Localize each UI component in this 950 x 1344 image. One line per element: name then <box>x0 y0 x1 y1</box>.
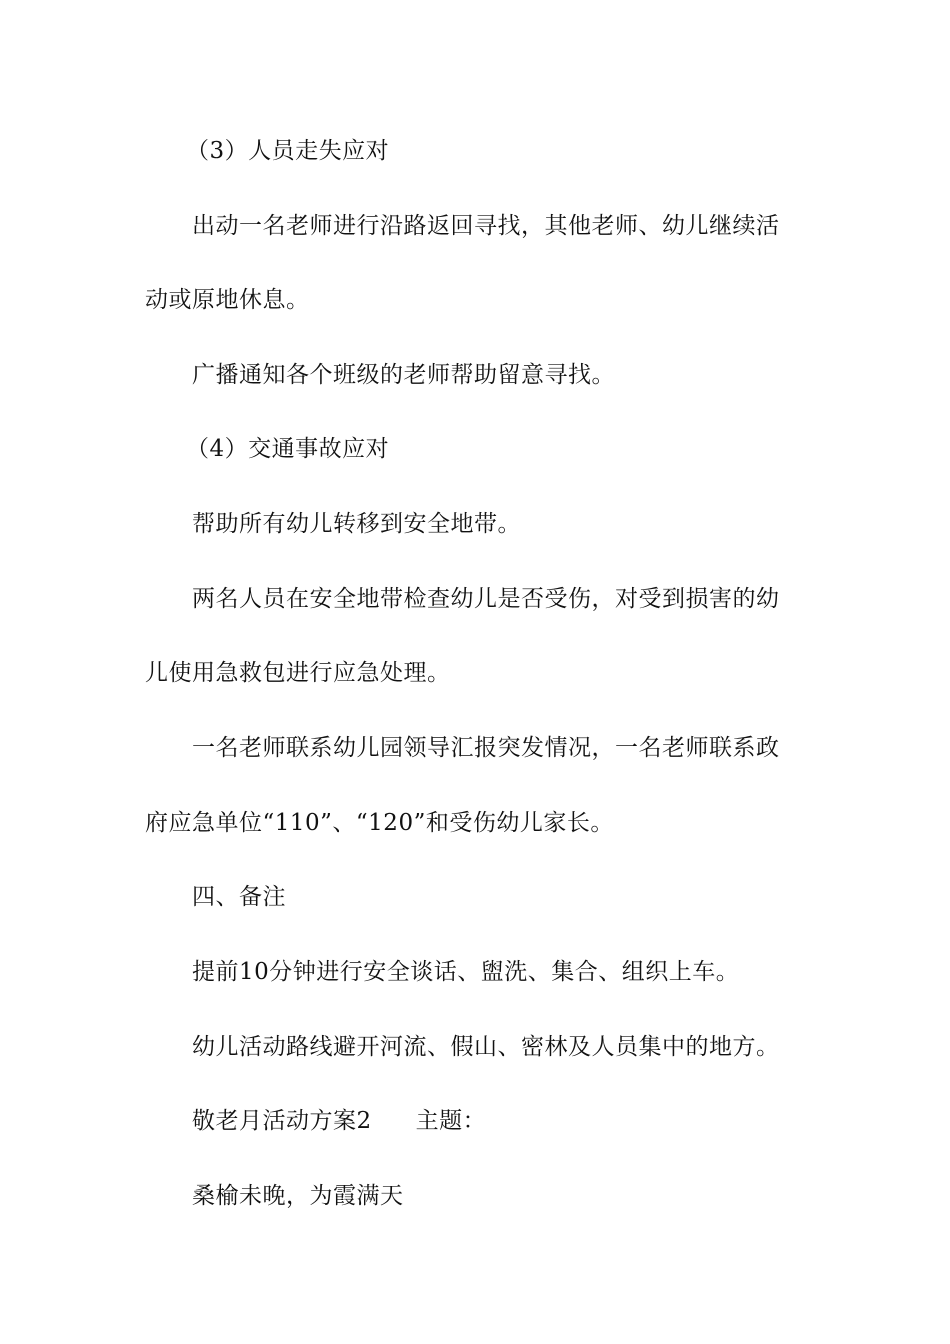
paragraph-line: 两名人员在安全地带检查幼儿是否受伤，对受到损害的幼 <box>192 586 780 612</box>
paragraph-line: 动或原地休息。 <box>145 287 310 313</box>
section-heading-notes: 四、备注 <box>192 884 286 910</box>
paragraph-line: 帮助所有幼儿转移到安全地带。 <box>192 511 521 537</box>
theme-text: 桑榆未晚，为霞满天 <box>192 1183 404 1209</box>
paragraph-line: 儿使用急救包进行应急处理。 <box>145 660 451 686</box>
paragraph-line: 出动一名老师进行沿路返回寻找，其他老师、幼儿继续活 <box>192 213 780 239</box>
paragraph-line: 幼儿活动路线避开河流、假山、密林及人员集中的地方。 <box>192 1034 780 1060</box>
theme-label: 主题： <box>415 1108 487 1134</box>
paragraph-line: 府应急单位“110”、“120”和受伤幼儿家长。 <box>145 810 614 836</box>
section-heading-lost-person: （3）人员走失应对 <box>186 138 390 164</box>
section-heading-traffic-accident: （4）交通事故应对 <box>186 436 390 462</box>
paragraph-line: 提前10分钟进行安全谈话、盥洗、集合、组织上车。 <box>192 959 740 985</box>
paragraph-line: 广播通知各个班级的老师帮助留意寻找。 <box>192 362 615 388</box>
plan-title-line <box>192 1106 812 1136</box>
paragraph-line: 一名老师联系幼儿园领导汇报突发情况，一名老师联系政 <box>192 735 780 761</box>
plan-title: 敬老月活动方案2 <box>192 1108 372 1134</box>
